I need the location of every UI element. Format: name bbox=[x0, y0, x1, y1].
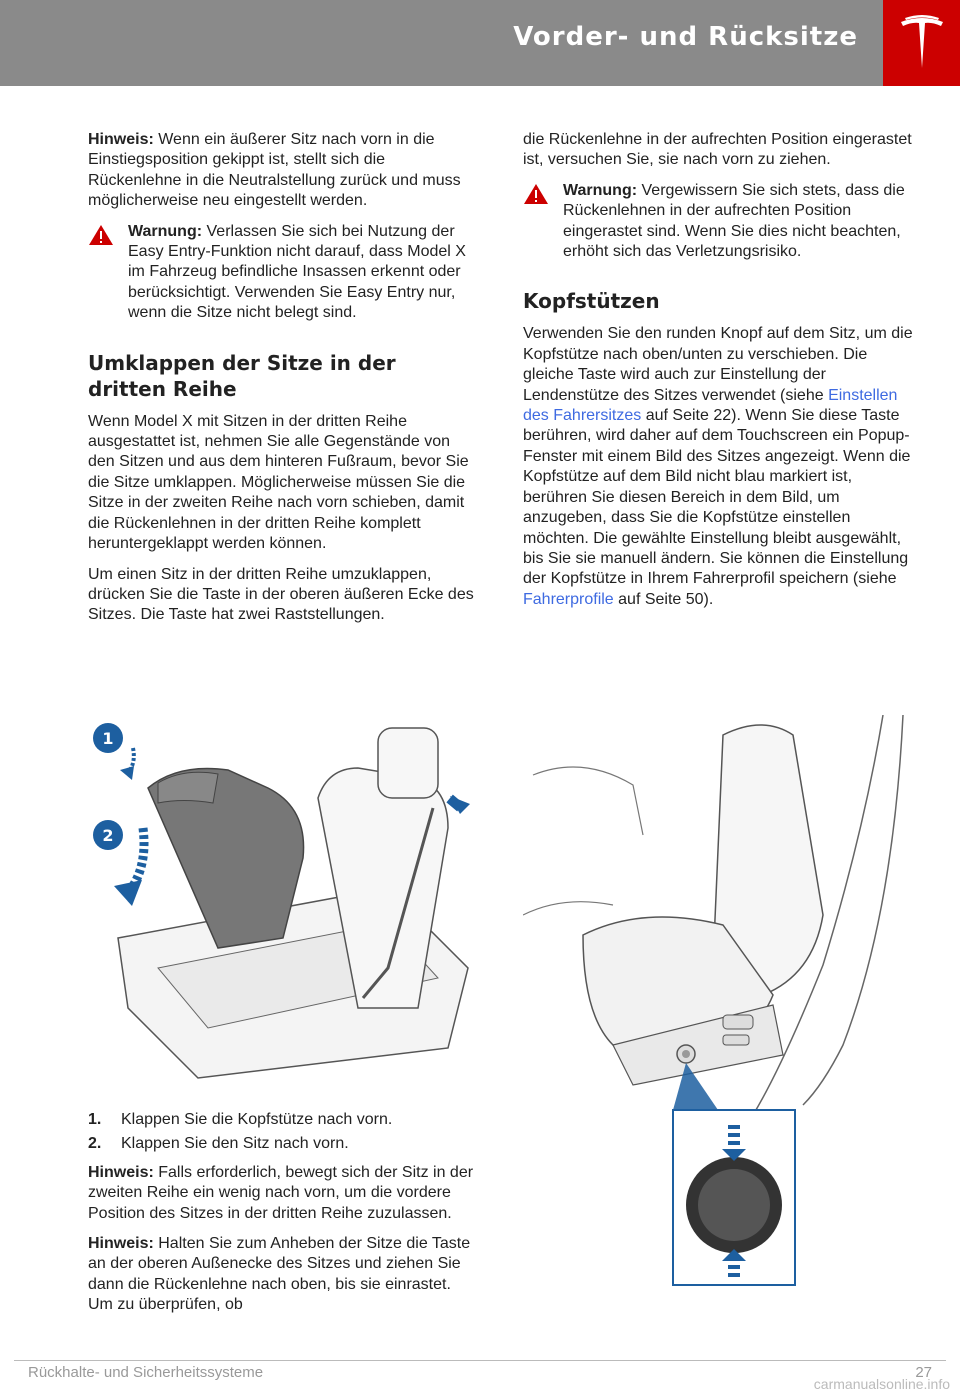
paragraph: die Rückenlehne in der aufrechten Position eingerastet ist, versuchen Sie, sie nach vorn zu ziehen. bbox=[523, 131, 912, 169]
watermark: carmanualsonline.info bbox=[813, 1376, 950, 1392]
section-heading-headrests: Kopfstützen bbox=[523, 289, 660, 314]
note-3: Hinweis: Halten Sie zum Anheben der Sitze die Taste an der oberen Außenecke des Sitzes und ziehen Sie dann die Rückenlehne nach oben, bis sie einrastet. Um zu überprüfen, ob bbox=[88, 1235, 471, 1314]
note-1: Hinweis: Wenn ein äußerer Sitz nach vorn in die Einstiegsposition gekippt ist, stellt sich die Rückenlehne in die Neutralstellung zurück und muss möglicherweise neu eingestellt werden. bbox=[88, 131, 461, 210]
note-2: Hinweis: Falls erforderlich, bewegt sich der Sitz in der zweiten Reihe ein wenig nach vorn, um die vordere Position des Sitzes in der dritten Reihe zuzulassen. bbox=[88, 1163, 474, 1222]
left-column-lower bbox=[88, 1110, 480, 1326]
headrest-illustration bbox=[523, 715, 915, 1295]
right-column bbox=[523, 130, 915, 620]
tesla-logo-icon bbox=[899, 14, 945, 70]
warning-1: Warnung: Verlassen Sie sich bei Nutzung der Easy Entry-Funktion nicht darauf, dass Model X im Fahrzeug befindliche Insassen erkennt oder berücksichtigt. Verwenden Sie Easy Entry nur, wenn die Sitze nicht belegt sind. bbox=[88, 222, 480, 324]
list-item: 2. Klappen Sie den Sitz nach vorn. bbox=[88, 1135, 349, 1153]
warning-2: Warnung: Vergewissern Sie sich stets, dass die Rückenlehnen in der aufrechten Position eingerastet sind. Wenn Sie dies nicht beachten, erhöht sich das Verletzungsrisiko. bbox=[523, 181, 915, 263]
brand-logo bbox=[883, 0, 960, 86]
section-heading-fold-seats: Umklappen der Sitze in der dritten Reihe bbox=[88, 350, 396, 401]
page-header bbox=[0, 0, 960, 86]
warning-icon bbox=[523, 183, 549, 205]
paragraph: Verwenden Sie den runden Knopf auf dem Sitz, um die Kopfstütze nach oben/unten zu verschieben. Die gleiche Taste wird auch zur Einstellung der Lendenstütze des Sitzes verwendet (siehe Einstellen des Fahrersitzes auf Seite 22). Wenn Sie diese Taste berühren, wird daher auf dem Touchscreen ein Popup-Fenster mit einem Bild des Sitzes angezeigt. Wenn die Kopfstütze auf dem Bild nicht blau markiert ist, berühren Sie diesen Bereich in dem Bild, um anzugeben, dass Sie die Kopfstütze einstellen möchten. Die gewählte Einstellung bleibt ausgewählt, bis Sie sie manuell ändern. Sie können die Einstellung der Kopfstütze in Ihrem Fahrerprofil speichern (siehe Fahrerprofile auf Seite 50). bbox=[523, 325, 913, 608]
figure-badge-1: 1 bbox=[102, 729, 114, 748]
figure-third-row-seat bbox=[88, 708, 480, 1088]
paragraph: Um einen Sitz in der dritten Reihe umzuklappen, drücken Sie die Taste in der oberen äußeren Ecke des Sitzes. Die Taste hat zwei Raststellungen. bbox=[88, 565, 474, 624]
paragraph: Wenn Model X mit Sitzen in der dritten Reihe ausgestattet ist, nehmen Sie alle Gegenstände von den Sitzen und aus dem hinteren Fußraum, bevor Sie die Sitze umklappen. Möglicherweise müssen Sie die Sitze in der zweiten Reihe nach vorn schieben, damit die Rückenlehnen in der dritten Reihe komplett heruntergeklappt werden können. bbox=[88, 412, 469, 553]
link-driver-seat[interactable]: Einstellen des Fahrersitzes bbox=[523, 386, 898, 425]
figure-badge-2: 2 bbox=[102, 826, 114, 845]
footer-divider bbox=[14, 1360, 946, 1361]
footer-section: Rückhalte- und Sicherheitssysteme bbox=[28, 1364, 264, 1381]
warning-icon bbox=[88, 224, 114, 246]
steps-list bbox=[88, 1110, 480, 1155]
link-driver-profiles[interactable]: Fahrerprofile bbox=[523, 590, 614, 608]
figure-headrest-button bbox=[523, 715, 915, 1295]
left-column bbox=[88, 130, 480, 636]
page-title: Vorder- und Rücksitze bbox=[513, 22, 858, 52]
seat-fold-illustration bbox=[88, 708, 480, 1088]
list-item: 1. Klappen Sie die Kopfstütze nach vorn. bbox=[88, 1111, 393, 1128]
footer-page-number: 27 bbox=[915, 1364, 932, 1381]
